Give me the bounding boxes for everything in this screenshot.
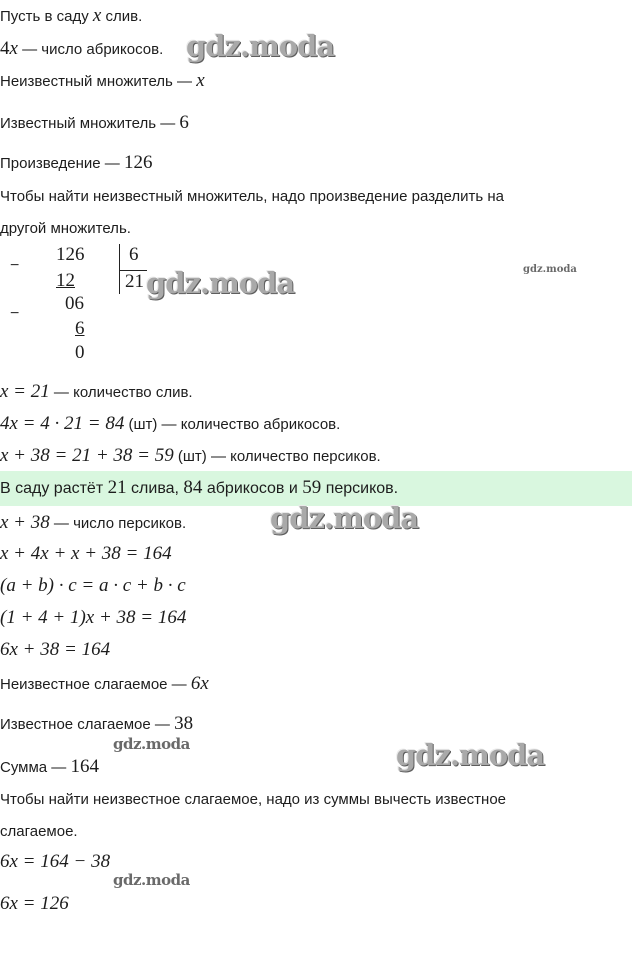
text-line-2: 4x — число абрикосов. [0, 38, 164, 59]
division-vertical-line [119, 244, 120, 294]
text-line-15: (1 + 4 + 1)x + 38 = 164 [0, 607, 187, 628]
text-line-19: Сумма — 164 [0, 756, 99, 777]
text-line-6: Чтобы найти неизвестный множитель, надо произведение разделить на [0, 188, 504, 205]
text-line-16: 6x + 38 = 164 [0, 639, 111, 660]
text-line-13: x + 4x + x + 38 = 164 [0, 543, 172, 564]
dividend: 126 [56, 244, 85, 265]
watermark-6: gdz.moda [396, 738, 545, 772]
final-remainder: 0 [75, 342, 85, 363]
text-line-8: x = 21 — количество слив. [0, 381, 193, 402]
quotient: 21 [125, 271, 144, 292]
text-line-18: Известное слагаемое — 38 [0, 713, 194, 734]
text-line-12: x + 38 — число персиков. [0, 512, 187, 533]
text-line-21: слагаемое. [0, 823, 78, 840]
text-line-9: 4x = 4 · 21 = 84 (шт) — количество абрикосов. [0, 413, 341, 434]
watermark-1: gdz.moda [186, 29, 335, 63]
text-line-20: Чтобы найти неизвестное слагаемое, надо из суммы вычесть известное [0, 791, 507, 808]
second-subtrahend: 6 [75, 318, 85, 339]
watermark-2: gdz.moda [146, 266, 295, 300]
text-line-23: 6x = 126 [0, 893, 69, 914]
first-subtrahend: 12 [56, 270, 75, 291]
watermark-3: gdz.moda [523, 264, 577, 275]
text-line-14: (a + b) · c = a · c + b · c [0, 575, 186, 596]
text-line-22: 6x = 164 − 38 [0, 851, 111, 872]
watermark-7: gdz.moda [113, 871, 190, 889]
minus-sign-2: − [10, 305, 20, 322]
divisor: 6 [129, 244, 139, 265]
answer-text: В саду растёт 21 слива, 84 абрикосов и 59 персиков. [0, 477, 399, 498]
text-line-10: x + 38 = 21 + 38 = 59 (шт) — количество персиков. [0, 445, 381, 466]
text-line-3: Неизвестный множитель — x [0, 70, 205, 91]
watermark-4: gdz.moda [270, 501, 419, 535]
text-line-5: Произведение — 126 [0, 152, 153, 173]
watermark-5: gdz.moda [113, 735, 190, 753]
text-line-4: Известный множитель — 6 [0, 112, 189, 133]
minus-sign-1: − [10, 257, 20, 274]
text-line-7: другой множитель. [0, 220, 131, 237]
text-line-1: Пусть в саду x слив. [0, 5, 143, 26]
remainder-row: 06 [65, 293, 84, 314]
text-line-17: Неизвестное слагаемое — 6x [0, 673, 209, 694]
